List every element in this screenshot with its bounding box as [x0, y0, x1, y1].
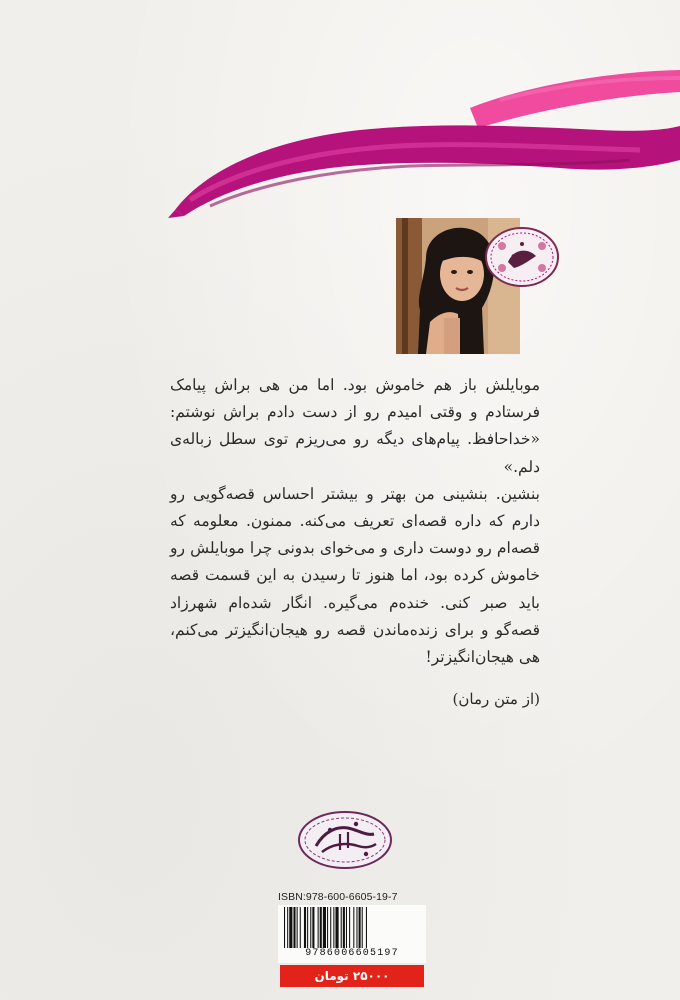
ornate-badge-icon: [484, 226, 560, 288]
price-badge: ۲۵۰۰۰ تومان: [280, 965, 424, 987]
isbn-label: ISBN:978-600-6605-19-7: [278, 891, 398, 903]
excerpt-paragraph: بنشین. بنشینی من بهتر و بیشتر احساس قصه‌گویی رو دارم که داره قصه‌ای تعریف می‌کنه. ممنون. معلومه که قصه‌ام رو دوست داری و می‌خوای بدونی چرا موبایلش رو خاموش کرده بود، اما هنوز تا رسیدن به این قسمت قصه باید صبر کنی. خنده‌م می‌گیره. انگار شده‌ام شهرزاد قصه‌گو و برای زنده‌ماندن قصه رو هیجان‌انگیزتر می‌کنم، هی هیجان‌انگیز‌تر!: [170, 484, 540, 667]
excerpt-text: [170, 372, 540, 671]
barcode-icon: [278, 905, 426, 949]
publisher-logo-icon: [296, 808, 394, 872]
brush-stroke-icon: [0, 0, 680, 240]
excerpt-paragraph: موبایلش باز هم خاموش بود. اما من هی براش پیامک فرستادم و وقتی امیدم رو از دست دادم براش نوشتم: «خداحافظ. پیام‌های دیگه رو می‌ریزم توی سطل زباله‌ی دلم.»: [170, 376, 540, 476]
barcode-digits: 9786006605197: [278, 948, 426, 959]
barcode: [278, 905, 426, 963]
excerpt-source: (از متن رمان): [452, 690, 540, 708]
